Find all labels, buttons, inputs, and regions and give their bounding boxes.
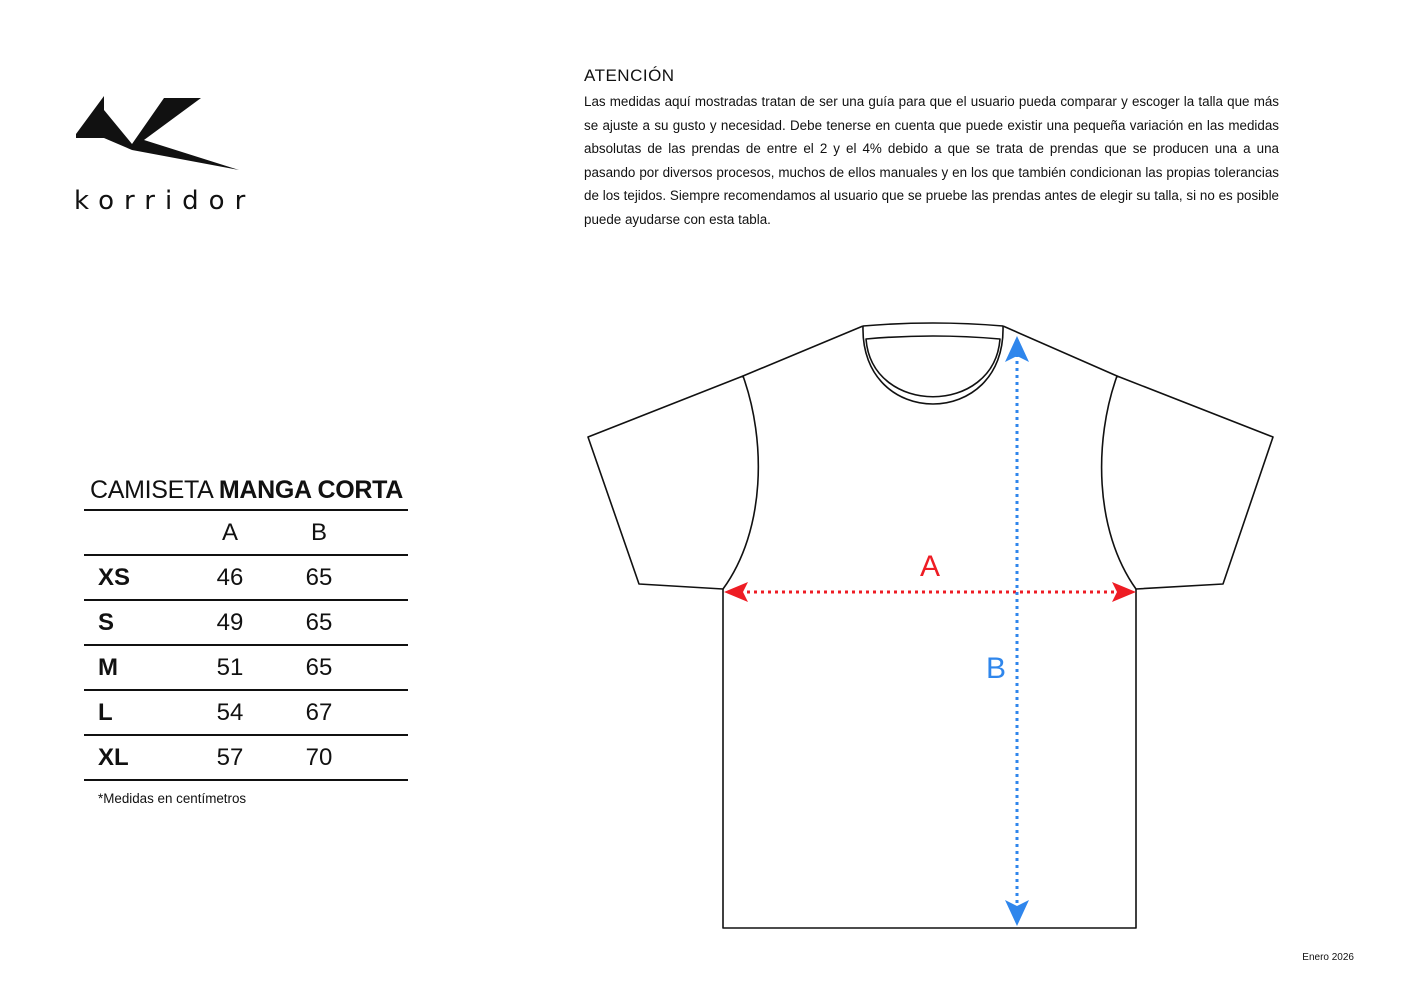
shirt-left-sleeve: [588, 376, 758, 589]
size-table-title: [90, 476, 408, 505]
measure-a: 57: [186, 735, 274, 780]
size-label: L: [84, 690, 186, 735]
measure-b: 65: [274, 645, 364, 690]
table-row: [84, 645, 408, 690]
t-shirt-outline-icon: [580, 320, 1280, 940]
table-header-row: [84, 510, 408, 555]
measure-b: 70: [274, 735, 364, 780]
measure-a: 51: [186, 645, 274, 690]
measure-b: 65: [274, 555, 364, 600]
table-row: [84, 555, 408, 600]
measure-a: 49: [186, 600, 274, 645]
table-footnote: *Medidas en centímetros: [98, 791, 247, 806]
shirt-left-shoulder: [743, 326, 863, 376]
shirt-right-sleeve: [1102, 376, 1273, 589]
measure-a: 46: [186, 555, 274, 600]
size-label: S: [84, 600, 186, 645]
notice-title: ATENCIÓN: [584, 66, 675, 85]
size-table-title-light: CAMISETA: [90, 476, 213, 504]
table-header-spacer: [364, 510, 408, 555]
size-label: XS: [84, 555, 186, 600]
measure-b: 67: [274, 690, 364, 735]
size-table: [84, 509, 408, 781]
size-label: M: [84, 645, 186, 690]
row-spacer: [364, 600, 408, 645]
row-spacer: [364, 645, 408, 690]
measure-a: 54: [186, 690, 274, 735]
table-row: [84, 600, 408, 645]
measure-a-arrow: [724, 582, 1136, 602]
measure-b: 65: [274, 600, 364, 645]
document-date: Enero 2026: [1302, 952, 1354, 963]
measure-b-arrow: [1005, 336, 1029, 926]
table-row: [84, 735, 408, 780]
notice-body: Las medidas aquí mostradas tratan de ser una guía para que el usuario pueda comparar y escoger la talla que más se ajuste a su gusto y necesidad. Debe tenerse en cuenta que puede existir una pequeña variación en las medidas absolutas de las prendas de entre el 2 y el 4% debido a que se trata de prendas que se producen una a una pasando por diversos procesos, muchos de ellos manuales y en los que también condicionan las propias tolerancias de los tejidos. Siempre recomendamos al usuario que se pruebe las prendas antes de elegir su talla, si no es posible puede ayudarse con esta tabla.: [584, 94, 1279, 227]
table-header-b: B: [274, 510, 364, 555]
table-header-a: A: [186, 510, 274, 555]
table-row: [84, 690, 408, 735]
shirt-collar-inner: [863, 323, 1003, 326]
diagram-label-b: B: [985, 652, 1007, 685]
size-table-title-bold: MANGA CORTA: [218, 476, 404, 504]
notice-section: [584, 66, 1279, 232]
size-label: XL: [84, 735, 186, 780]
row-spacer: [364, 555, 408, 600]
brand-wordmark: korridor: [74, 186, 256, 216]
size-table-section: [84, 476, 408, 806]
shirt-collar-band: [866, 336, 1000, 397]
row-spacer: [364, 735, 408, 780]
diagram-label-a: A: [919, 550, 941, 583]
row-spacer: [364, 690, 408, 735]
table-header-size: [84, 510, 186, 555]
shirt-body-outline: [723, 589, 1136, 928]
